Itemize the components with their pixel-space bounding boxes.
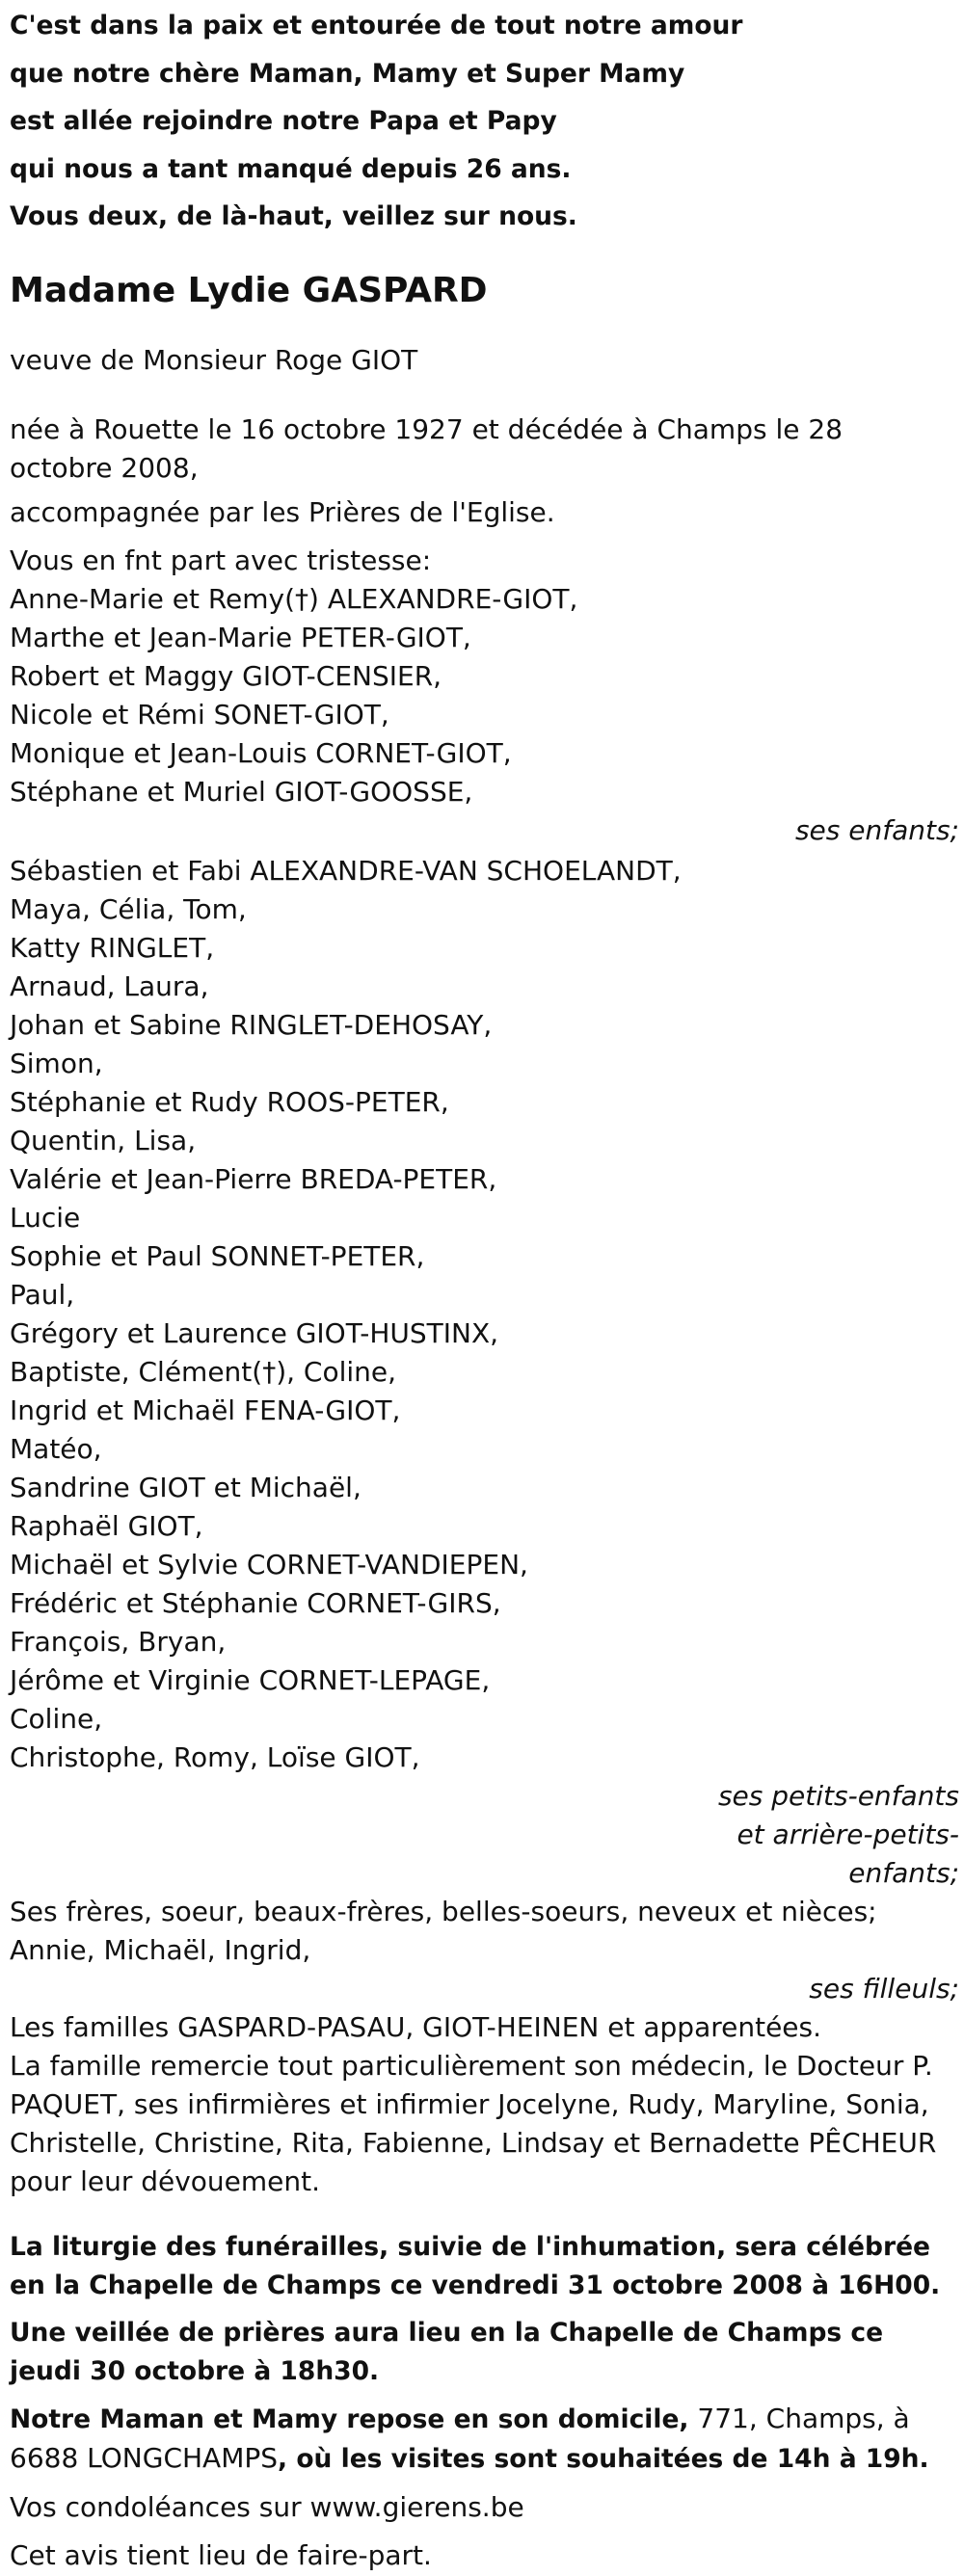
rest-paragraph <box>10 2400 959 2479</box>
intro-line: qui nous a tant manqué depuis 26 ans. <box>10 153 572 184</box>
widow-line: veuve de Monsieur Roge GIOT <box>10 343 418 376</box>
list-item: Jérôme et Virginie CORNET-LEPAGE, <box>10 1663 491 1696</box>
siblings-line: Ses frères, soeur, beaux-frères, belles-soeurs, neveux et nièces; <box>10 1895 877 1927</box>
list-item: Stéphane et Muriel GIOT-GOOSSE, <box>10 775 473 808</box>
list-item: Quentin, Lisa, <box>10 1124 197 1156</box>
list-item: Sophie et Paul SONNET-PETER, <box>10 1239 425 1272</box>
grandchildren-label <box>10 1777 959 1893</box>
list-item: Matéo, <box>10 1432 102 1465</box>
deceased-name: Madame Lydie GASPARD <box>10 270 488 310</box>
intro-line: que notre chère Maman, Mamy et Super Mamy <box>10 58 685 89</box>
vigil-paragraph: Une veillée de prières aura lieu en la Chapelle de Champs ce jeudi 30 octobre à 18h30. <box>10 2317 884 2386</box>
prayers-line: accompagnée par les Prières de l'Eglise. <box>10 495 555 528</box>
birth-death: née à Rouette le 16 octobre 1927 et décédée à Champs le 28 octobre 2008, <box>10 412 844 484</box>
list-item: Lucie <box>10 1201 81 1234</box>
list-item: Nicole et Rémi SONET-GIOT, <box>10 698 389 730</box>
list-item: Ingrid et Michaël FENA-GIOT, <box>10 1394 401 1426</box>
list-item: Sébastien et Fabi ALEXANDRE-VAN SCHOELANDT, <box>10 854 682 887</box>
intro-line: C'est dans la paix et entourée de tout notre amour <box>10 11 743 40</box>
list-item: Robert et Maggy GIOT-CENSIER, <box>10 659 442 692</box>
families-line: Les familles GASPARD-PASAU, GIOT-HEINEN et apparentées. <box>10 2010 822 2043</box>
rest-bold-1: Notre Maman et Mamy repose en son domicile, <box>10 2403 689 2434</box>
children-label: ses enfants; <box>794 813 959 846</box>
list-item: Baptiste, Clément(†), Coline, <box>10 1355 397 1388</box>
liturgy-paragraph: La liturgie des funérailles, suivie de l'inhumation, sera célébrée en la Chapelle de Champs ce vendredi 31 octobre 2008 à 16H00. <box>10 2231 941 2300</box>
announce-line: Vous en fnt part avec tristesse: <box>10 544 432 576</box>
list-item: Stéphanie et Rudy ROOS-PETER, <box>10 1085 449 1118</box>
list-item: Katty RINGLET, <box>10 931 215 964</box>
list-item: Monique et Jean-Louis CORNET-GIOT, <box>10 736 512 769</box>
intro-line: Vous deux, de là-haut, veillez sur nous. <box>10 201 577 231</box>
notice-line: Cet avis tient lieu de faire-part. <box>10 2538 432 2571</box>
label-line: enfants; <box>848 1856 959 1889</box>
list-item: Paul, <box>10 1278 75 1311</box>
list-item: Grégory et Laurence GIOT-HUSTINX, <box>10 1316 499 1349</box>
label-line: et arrière-petits- <box>736 1818 959 1850</box>
list-item: Sandrine GIOT et Michaël, <box>10 1471 362 1503</box>
rest-address: 771, Champs, à 6688 LONGCHAMPS <box>10 2402 910 2474</box>
list-item: Simon, <box>10 1047 103 1079</box>
list-item: Arnaud, Laura, <box>10 969 209 1002</box>
list-item: Frédéric et Stéphanie CORNET-GIRS, <box>10 1586 501 1619</box>
godchildren-label: ses filleuls; <box>809 1972 959 2005</box>
list-item: Raphaël GIOT, <box>10 1509 203 1542</box>
list-item: François, Bryan, <box>10 1625 227 1658</box>
list-item: Coline, <box>10 1702 103 1735</box>
intro-line: est allée rejoindre notre Papa et Papy <box>10 106 557 136</box>
list-item: Marthe et Jean-Marie PETER-GIOT, <box>10 621 471 653</box>
condolences-line: Vos condoléances sur www.gierens.be <box>10 2490 524 2523</box>
list-item: Valérie et Jean-Pierre BREDA-PETER, <box>10 1162 497 1195</box>
thanks-paragraph: La famille remercie tout particulièrement son médecin, le Docteur P. PAQUET, ses infirmières et infirmier Jocelyne, Rudy, Maryline, Sonia, Christelle, Christine, Rita, Fabienne, Lindsay et Bernadette PÊCHEUR pour leur dévouement. <box>10 2049 937 2197</box>
godchildren-line: Annie, Michaël, Ingrid, <box>10 1933 311 1966</box>
label-line: ses petits-enfants <box>717 1779 959 1812</box>
list-item: Johan et Sabine RINGLET-DEHOSAY, <box>10 1008 493 1041</box>
list-item: Anne-Marie et Remy(†) ALEXANDRE-GIOT, <box>10 582 578 615</box>
obituary-notice <box>10 0 959 2575</box>
list-item: Christophe, Romy, Loïse GIOT, <box>10 1740 420 1773</box>
list-item: Maya, Célia, Tom, <box>10 892 247 925</box>
grandchildren-list <box>10 852 959 1777</box>
intro-poem <box>10 2 959 241</box>
children-list <box>10 580 959 811</box>
rest-bold-2: , où les visites sont souhaitées de 14h à 19h. <box>278 2443 929 2474</box>
list-item: Michaël et Sylvie CORNET-VANDIEPEN, <box>10 1548 528 1580</box>
